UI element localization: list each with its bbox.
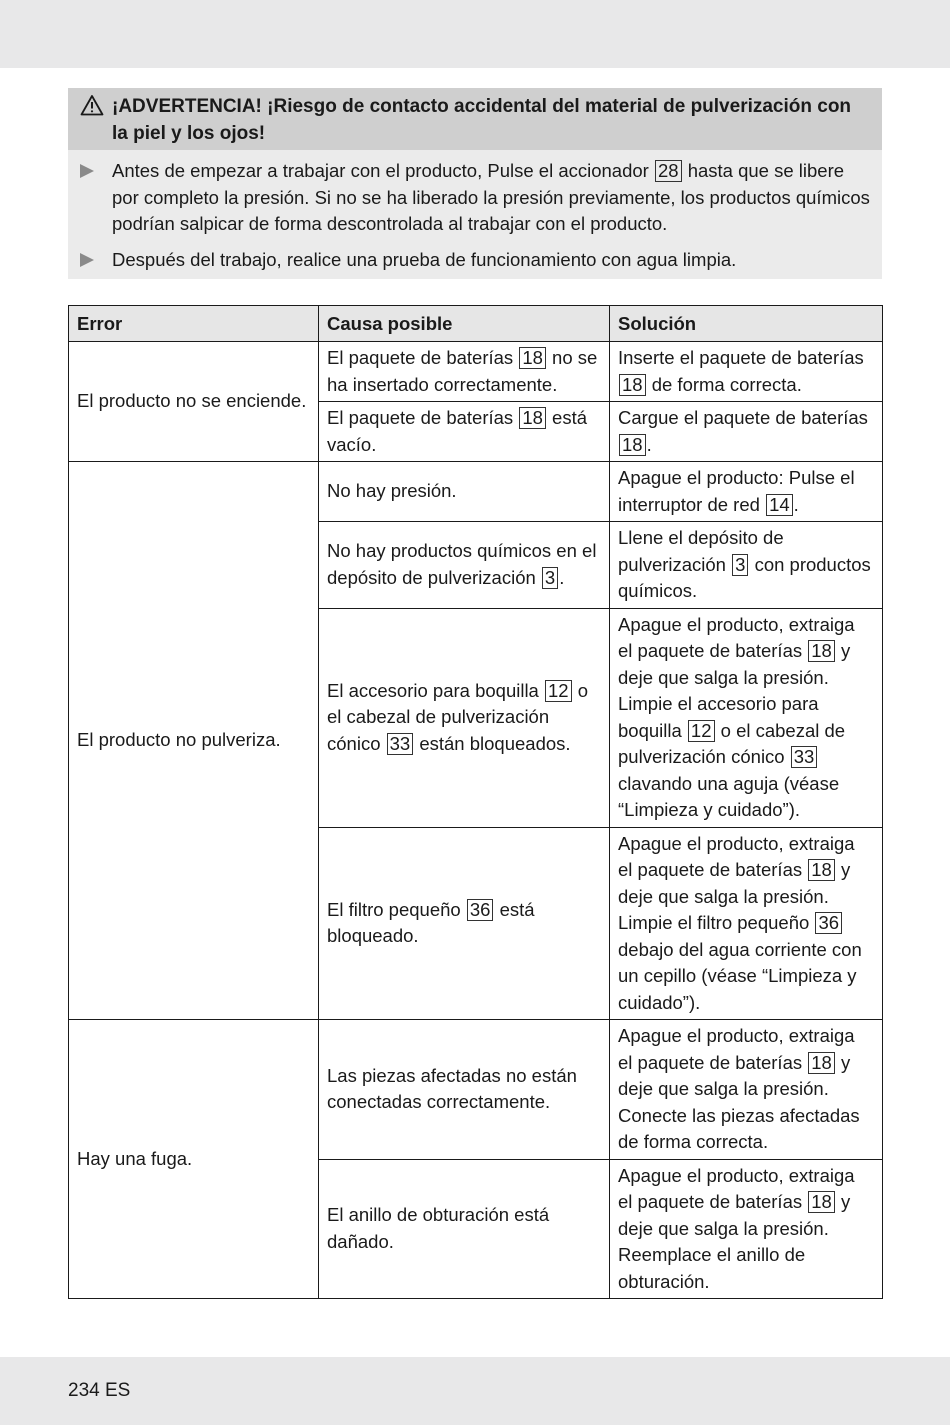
ref-number: 36 bbox=[815, 912, 842, 934]
ref-number: 3 bbox=[732, 554, 748, 576]
solution-cell: Apague el producto, extraiga el paquete de baterías 18 y deje que salga la presión. Limpie el accesorio para boquilla 12 o el cabezal de pulverización cónico 33 clavando una aguja (véase “Limpieza y cuidado”). bbox=[610, 608, 883, 827]
table-row bbox=[69, 1020, 883, 1160]
ref-number: 3 bbox=[542, 567, 558, 589]
ref-number: 18 bbox=[619, 434, 646, 456]
ref-number: 33 bbox=[387, 733, 414, 755]
ref-number: 18 bbox=[619, 374, 646, 396]
cause-cell: Las piezas afectadas no están conectadas correctamente. bbox=[319, 1020, 610, 1160]
cause-cell: No hay presión. bbox=[319, 462, 610, 522]
page-number: 234 ES bbox=[68, 1380, 131, 1401]
ref-number: 18 bbox=[519, 347, 546, 369]
solution-cell: Apague el producto, extraiga el paquete de baterías 18 y deje que salga la presión. Reemplace el anillo de obturación. bbox=[610, 1159, 883, 1299]
header-solution: Solución bbox=[610, 306, 883, 342]
cause-cell: El paquete de baterías 18 no se ha insertado correctamente. bbox=[319, 342, 610, 402]
cause-cell: El anillo de obturación está dañado. bbox=[319, 1159, 610, 1299]
bullet-arrow-icon bbox=[80, 253, 94, 267]
warning-bullet: Después del trabajo, realice una prueba de funcionamiento con agua limpia. bbox=[68, 247, 872, 274]
ref-number: 18 bbox=[519, 407, 546, 429]
cause-cell: No hay productos químicos en el depósito de pulverización 3 . bbox=[319, 522, 610, 609]
cause-cell: El filtro pequeño 36 está bloqueado. bbox=[319, 827, 610, 1020]
warning-box bbox=[68, 88, 882, 279]
ref-number: 33 bbox=[791, 746, 818, 768]
warning-bullet: Antes de empezar a trabajar con el producto, Pulse el accionador 28 hasta que se libere por completo la presión. Si no se ha liberado la presión previamente, los productos químicos podrían salpicar de forma descontrolada al trabajar con el producto. bbox=[68, 158, 872, 238]
cause-cell: El accesorio para boquilla 12 o el cabezal de pulverización cónico 33 están bloqueados. bbox=[319, 608, 610, 827]
warning-triangle-icon bbox=[80, 94, 104, 116]
error-cell: El producto no pulveriza. bbox=[69, 462, 319, 1020]
cause-cell: El paquete de baterías 18 está vacío. bbox=[319, 402, 610, 462]
ref-number: 28 bbox=[655, 160, 682, 182]
ref-number: 36 bbox=[467, 899, 494, 921]
warning-header bbox=[68, 88, 882, 150]
troubleshooting-table bbox=[68, 305, 883, 1299]
warning-title: ¡ADVERTENCIA! ¡Riesgo de contacto accidental del material de pulverización con la piel y los ojos! bbox=[112, 96, 852, 144]
ref-number: 14 bbox=[766, 494, 793, 516]
ref-number: 18 bbox=[808, 859, 835, 881]
ref-number: 18 bbox=[808, 1052, 835, 1074]
warning-body bbox=[68, 150, 882, 279]
footer-band bbox=[0, 1357, 950, 1425]
header-band bbox=[0, 0, 950, 68]
header-error: Error bbox=[69, 306, 319, 342]
error-cell: El producto no se enciende. bbox=[69, 342, 319, 462]
ref-number: 18 bbox=[808, 1191, 835, 1213]
ref-number: 18 bbox=[808, 640, 835, 662]
solution-cell: Apague el producto: Pulse el interruptor de red 14 . bbox=[610, 462, 883, 522]
error-cell: Hay una fuga. bbox=[69, 1020, 319, 1299]
ref-number: 12 bbox=[545, 680, 572, 702]
table-header-row bbox=[69, 306, 883, 342]
solution-cell: Llene el depósito de pulverización 3 con productos químicos. bbox=[610, 522, 883, 609]
solution-cell: Apague el producto, extraiga el paquete de baterías 18 y deje que salga la presión. Conecte las piezas afectadas de forma correcta. bbox=[610, 1020, 883, 1160]
solution-cell: Cargue el paquete de baterías 18 . bbox=[610, 402, 883, 462]
ref-number: 12 bbox=[688, 720, 715, 742]
header-cause: Causa posible bbox=[319, 306, 610, 342]
table-row bbox=[69, 342, 883, 402]
solution-cell: Apague el producto, extraiga el paquete de baterías 18 y deje que salga la presión. Limpie el filtro pequeño 36 debajo del agua corriente con un cepillo (véase “Limpieza y cuidado”). bbox=[610, 827, 883, 1020]
solution-cell: Inserte el paquete de baterías 18 de forma correcta. bbox=[610, 342, 883, 402]
bullet-arrow-icon bbox=[80, 164, 94, 178]
table-row bbox=[69, 462, 883, 522]
